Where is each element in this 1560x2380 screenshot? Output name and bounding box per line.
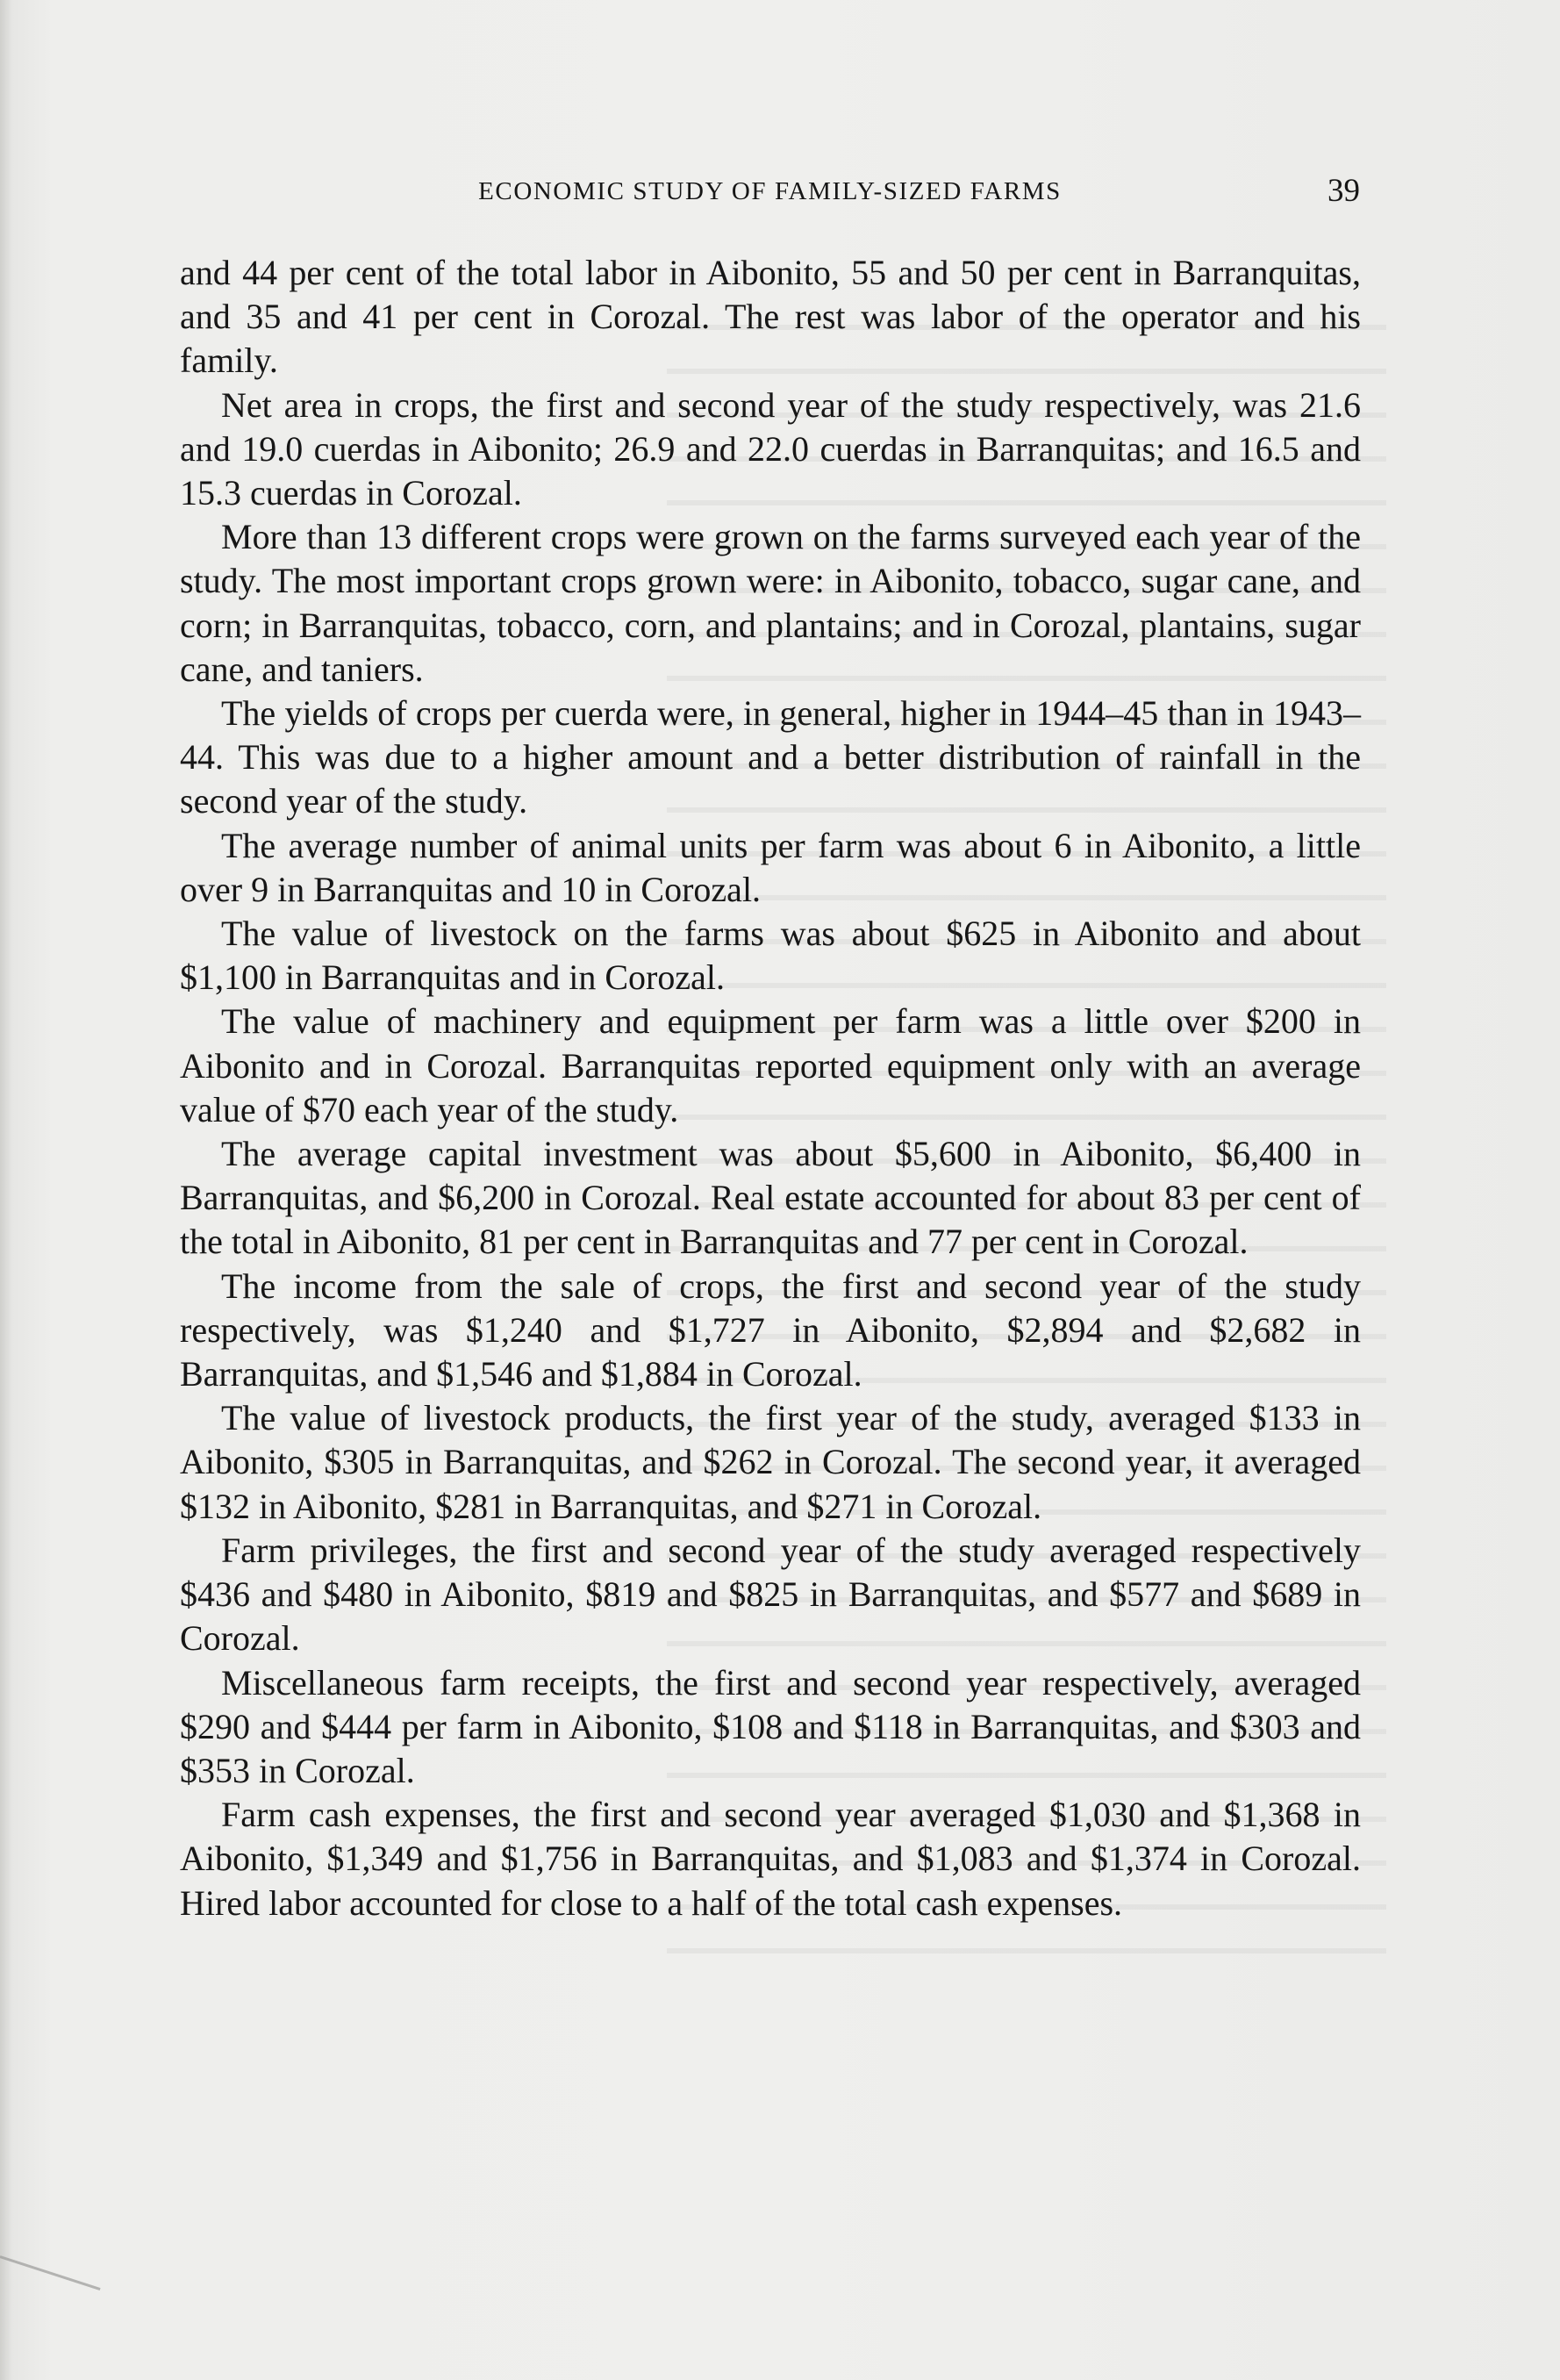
page-binding-edge — [0, 0, 12, 2380]
paragraph-capital-investment: The average capital investment was about $5,600 in Aibonito, $6,400 in Barranquitas, and $6,200 in Corozal. Real estate accounted for about 83 per cent of the total in Aibonito, 81 per cent in Barranquitas and 77 per cent in Corozal. — [180, 1134, 1361, 1262]
scan-artifact-mark — [0, 2255, 101, 2290]
page-header — [180, 172, 1360, 211]
page-number: 39 — [1327, 173, 1360, 209]
paragraph-crops-grown: More than 13 different crops were grown on the farms surveyed each year of the study. The most important crops grown were: in Aibonito, tobacco, sugar cane, and corn; in Barranquitas, tobacco, corn, and plantains; and in Corozal, plantains, sugar cane, and taniers. — [180, 517, 1361, 689]
paragraph-crop-yields: The yields of crops per cuerda were, in general, higher in 1944–45 than in 1943–44. This was due to a higher amount and a better distribution of rainfall in the second year of the study. — [180, 693, 1361, 821]
body-text — [180, 251, 1361, 1925]
paragraph-farm-privileges: Farm privileges, the first and second year of the study averaged respectively $436 and $480 in Aibonito, $819 and $825 in Barranquitas, and $577 and $689 in Corozal. — [180, 1530, 1361, 1659]
paragraph-livestock-value: The value of livestock on the farms was about $625 in Aibonito and about $1,100 in Barranquitas and in Corozal. — [180, 914, 1361, 998]
paragraph-net-area: Net area in crops, the first and second year of the study respectively, was 21.6 and 19.0 cuerdas in Aibonito; 26.9 and 22.0 cuerdas in Barranquitas; and 16.5 and 15.3 cuerdas in Corozal. — [180, 384, 1361, 513]
paragraph-cash-expenses: Farm cash expenses, the first and second year averaged $1,030 and $1,368 in Aibonito, $1,349 and $1,756 in Barranquitas, and $1,083 and $1,374 in Corozal. Hired labor accounted for close to a half of the total cash expenses. — [180, 1795, 1361, 1923]
paragraph-machinery-value: The value of machinery and equipment per farm was a little over $200 in Aibonito and in Corozal. Barranquitas reported equipment only with an average value of $70 each year of the study. — [180, 1001, 1361, 1129]
paragraph-labor-share: and 44 per cent of the total labor in Aibonito, 55 and 50 per cent in Barranquitas, and 35 and 41 per cent in Corozal. The rest was labor of the operator and his family. — [180, 253, 1361, 381]
running-head-title: ECONOMIC STUDY OF FAMILY-SIZED FARMS — [478, 177, 1062, 205]
paragraph-livestock-products: The value of livestock products, the first year of the study, averaged $133 in Aibonito, $305 in Barranquitas, and $262 in Corozal. The second year, it averaged $132 in Aibonito, $281 in Barranquitas, and $271 in Corozal. — [180, 1398, 1361, 1526]
paragraph-misc-receipts: Miscellaneous farm receipts, the first and second year respectively, averaged $290 and $444 per farm in Aibonito, $108 and $118 in Barranquitas, and $303 and $353 in Corozal. — [180, 1662, 1361, 1790]
paragraph-crop-income: The income from the sale of crops, the first and second year of the study respectively, was $1,240 and $1,727 in Aibonito, $2,894 and $2,682 in Barranquitas, and $1,546 and $1,884 in Corozal. — [180, 1265, 1361, 1394]
paragraph-animal-units: The average number of animal units per farm was about 6 in Aibonito, a little over 9 in Barranquitas and 10 in Corozal. — [180, 825, 1361, 909]
